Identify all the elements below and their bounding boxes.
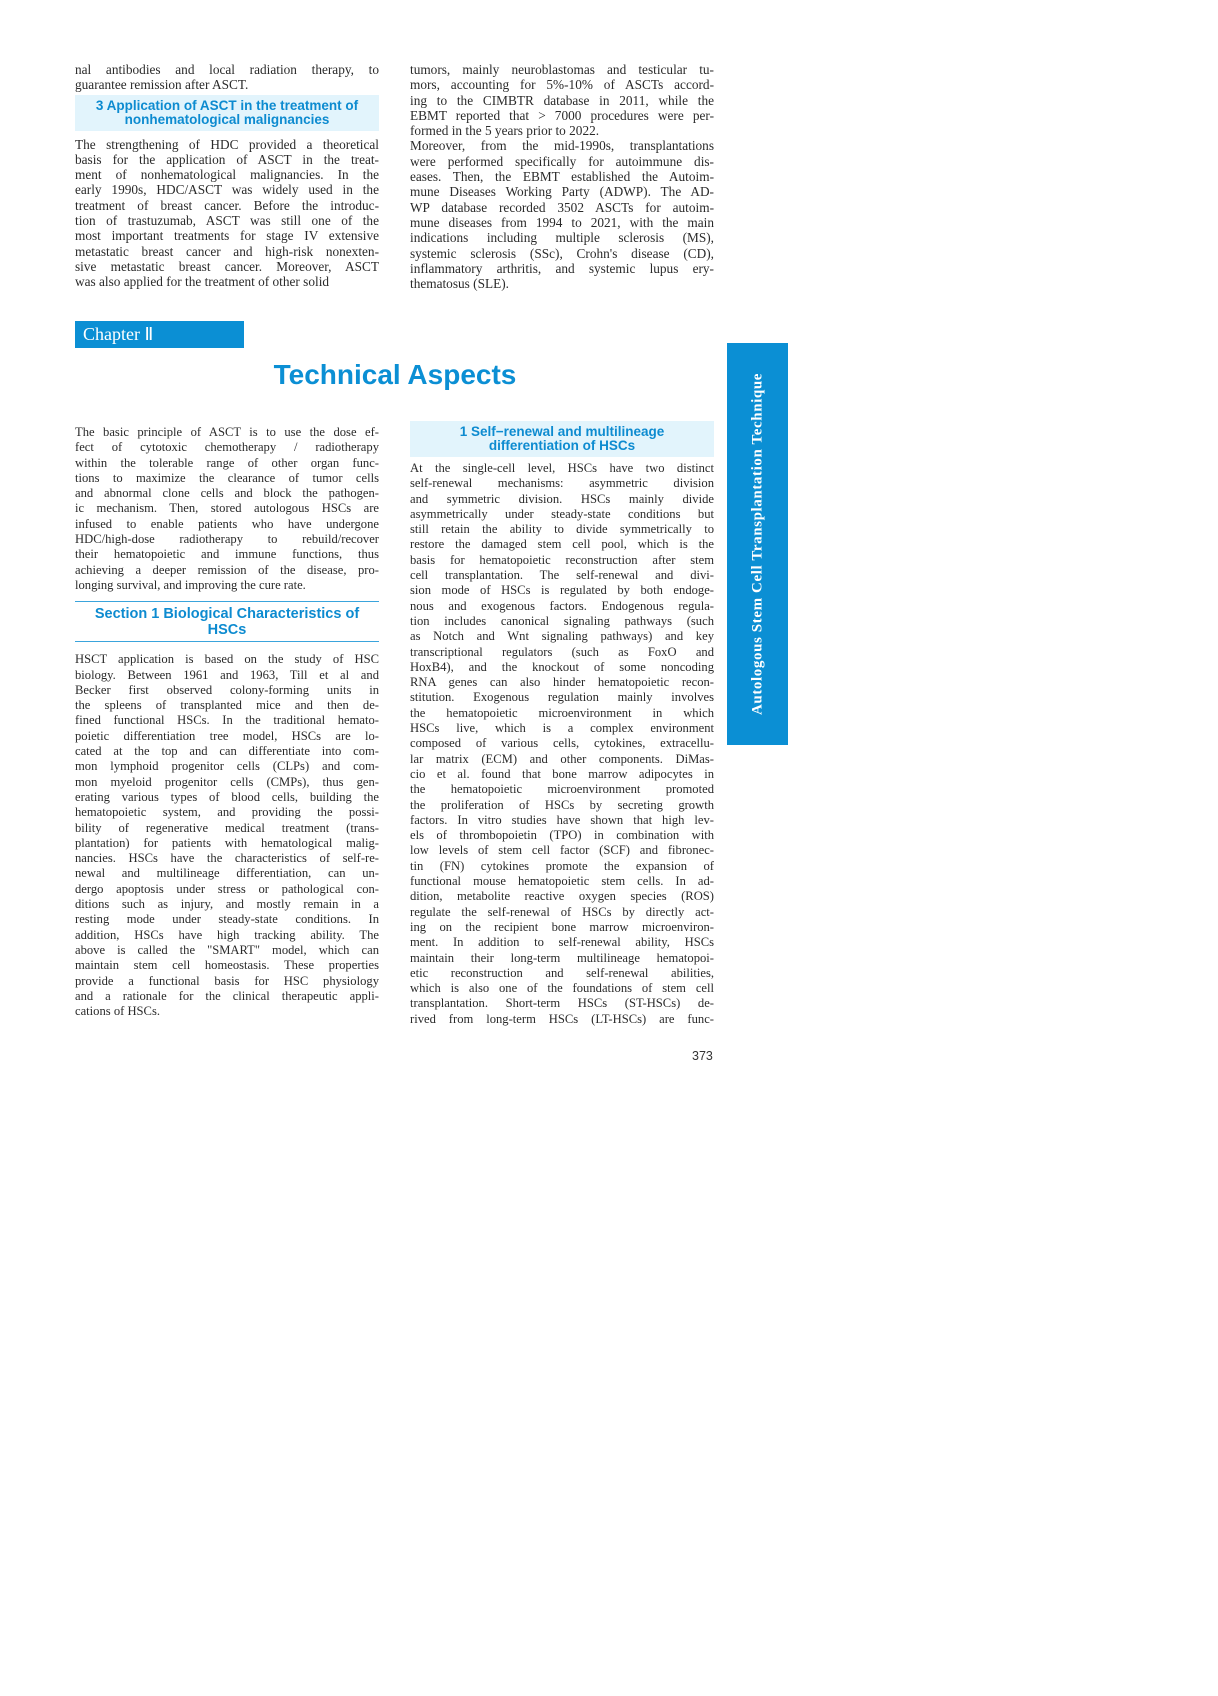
paragraph [410,461,714,1027]
text-line: basis for hematopoietic reconstruction after stem [410,552,714,567]
text-line: els of thrombopoietin (TPO) in combination with [410,828,714,843]
text-line: the hematopoietic microenvironment in which [410,705,714,720]
text-line: ditions such as injury, and mostly remain in a [75,897,379,912]
text-line: erating various types of blood cells, building the [75,789,379,804]
text-line: asymmetrically under steady-state conditions but [410,506,714,521]
paragraph [75,652,379,1019]
text-line: etic reconstruction and self-renewal abilities, [410,965,714,980]
text-line: longing survival, and improving the cure rate. [75,577,306,592]
paragraph [410,62,714,138]
text-line: eases. Then, the EBMT established the Autoim- [410,169,714,185]
text-line: ic mechanism. Then, stored autologous HSCs are [75,501,379,516]
text-line: thematosus (SLE). [410,276,509,292]
text-line: ing to the CIMBTR database in 2011, while the [410,92,714,108]
text-line: mune Diseases Working Party (ADWP). The AD- [410,184,714,200]
text-line: cio et al. found that bone marrow adipocytes in [410,766,714,781]
text-line: nal antibodies and local radiation therapy, to [75,62,379,77]
text-line: the hematopoietic microenvironment promoted [410,782,714,797]
text-line: treatment of breast cancer. Before the introduc- [75,197,379,213]
paragraph [75,62,379,93]
text-line: functional mouse hematopoietic stem cells. In ad- [410,874,714,889]
text-line: provide a functional basis for HSC physiology [75,973,379,988]
text-line: HoxB4), and the knockout of some noncoding [410,659,714,674]
heading-line: HSCs [207,622,247,639]
text-line: The strengthening of HDC provided a theoretical [75,136,379,152]
text-line: early 1990s, HDC/ASCT was widely used in the [75,182,379,198]
text-line: The basic principle of ASCT is to use the dose ef- [75,425,379,439]
section-heading [75,601,379,642]
subheading-self-renewal [410,421,714,457]
paragraph [410,138,714,291]
text-line: most important treatments for stage IV extensive [75,228,379,244]
text-line: HSCs live, which is a complex environment [410,721,714,736]
text-line: the proliferation of HSCs by secreting growth [410,797,714,812]
text-line: guarantee remission after ASCT. [75,77,249,93]
text-line: self-renewal mechanisms: asymmetric division [410,476,714,491]
text-line: sion mode of HSCs is regulated by both endoge- [410,583,714,598]
top-right-column [410,62,714,291]
text-line: low levels of stem cell factor (SCF) and fibronec- [410,843,714,858]
text-line: ment. In addition to self-renewal ability, HSCs [410,935,714,950]
text-line: rived from long-term HSCs (LT-HSCs) are func- [410,1011,714,1026]
text-line: EBMT reported that > 7000 procedures were per- [410,107,714,123]
text-line: and abnormal clone cells and block the pathogen- [75,486,379,501]
text-line: regulate the self-renewal of HSCs by directly act- [410,904,714,919]
text-line: tumors, mainly neuroblastomas and testicular tu- [410,62,714,77]
text-line: HSCT application is based on the study of HSC [75,652,379,667]
top-left-column [75,62,379,290]
text-line: maintain their long-term multilineage hematopoi- [410,950,714,965]
side-tab-text: Autologous Stem Cell Transplantation Technique [749,372,765,716]
text-line: restore the damaged stem cell pool, which is the [410,537,714,552]
text-line: tion includes canonical signaling pathways (such [410,613,714,628]
text-line: as Notch and Wnt signaling pathways) and key [410,629,714,644]
text-line: tion of trastuzumab, ASCT was still one of the [75,213,379,229]
text-line: At the single-cell level, HSCs have two distinct [410,461,714,475]
text-line: maintain stem cell homeostasis. These properties [75,958,379,973]
heading-line: Section 1 Biological Characteristics of [94,606,360,623]
heading-line: 3 Application of ASCT in the treatment of [95,97,359,113]
text-line: composed of various cells, cytokines, extracellu- [410,736,714,751]
text-line: dition, metabolite reactive oxygen species (ROS) [410,889,714,904]
heading-line: differentiation of HSCs [488,438,636,453]
text-line: their hematopoietic and immune functions, thus [75,547,379,562]
text-line: and symmetric division. HSCs mainly divide [410,491,714,506]
heading-line: 1 Self−renewal and multilineage [459,424,665,439]
text-line: the spleens of transplanted mice and then de- [75,698,379,713]
text-line: RNA genes can also hinder hematopoietic recon- [410,675,714,690]
text-line: within the tolerable range of other organ func- [75,455,379,470]
text-line: ing on the recipient bone marrow microenviron- [410,919,714,934]
chapter-label: Chapter Ⅱ [75,321,244,348]
text-line: was also applied for the treatment of other solid [75,274,330,290]
text-line: which is also one of the foundations of stem cell [410,981,714,996]
chapter-title: Technical Aspects [273,359,517,390]
text-line: tions to maximize the clearance of tumor cells [75,470,379,485]
text-line: achieving a deeper remission of the disease, pro- [75,562,379,577]
text-line: inflammatory arthritis, and systemic lupus ery- [410,260,714,276]
paragraph [75,425,379,593]
text-line: addition, HSCs have high tracking ability. The [75,927,379,942]
text-line: newal and multilineage differentiation, can un- [75,866,379,881]
text-line: formed in the 5 years prior to 2022. [410,123,600,139]
text-line: ment of nonhematological malignancies. In the [75,167,379,183]
text-line: Moreover, from the mid-1990s, transplantations [410,138,714,154]
text-line: mors, accounting for 5%-10% of ASCTs accord- [410,77,714,93]
text-line: hematopoietic system, and providing the possi- [75,805,379,820]
side-tab [727,343,788,745]
subheading-application-of-asct [75,95,379,131]
text-line: fined functional HSCs. In the traditional hemato- [75,713,379,728]
text-line: resting mode under steady-state conditions. In [75,912,379,927]
text-line: nancies. HSCs have the characteristics of self-re- [75,851,379,866]
text-line: mon myeloid progenitor cells (CMPs), thus gen- [75,774,379,789]
text-line: mune diseases from 1994 to 2021, with the main [410,214,714,230]
text-line: fect of cytotoxic chemotherapy / radiotherapy [75,440,379,455]
heading-line: nonhematological malignancies [124,111,330,127]
bottom-right-column [410,421,714,1027]
bottom-left-column [75,425,379,1019]
text-line: dergo apoptosis under stress or pathological con- [75,881,379,896]
text-line: nous and exogenous factors. Endogenous regula- [410,598,714,613]
text-line: cations of HSCs. [75,1004,161,1019]
text-line: basis for the application of ASCT in the treat- [75,151,379,167]
text-line: stitution. Exogenous regulation mainly involves [410,690,714,705]
text-line: transcriptional regulators (such as FoxO and [410,644,714,659]
paragraph [75,137,379,290]
text-line: cell transplantation. The self-renewal and divi- [410,568,714,583]
text-line: HDC/high-dose radiotherapy to rebuild/recover [75,532,379,547]
text-line: Becker first observed colony-forming units in [75,682,379,697]
text-line: lar matrix (ECM) and other components. DiMas- [410,751,714,766]
text-line: mon lymphoid progenitor cells (CLPs) and com- [75,759,379,774]
text-line: biology. Between 1961 and 1963, Till et al and [75,667,379,682]
text-line: metastatic breast cancer and high-risk nonexten- [75,243,379,259]
text-line: transplantation. Short-term HSCs (ST-HSCs) de- [410,996,714,1011]
text-line: still retain the ability to divide symmetrically to [410,522,714,537]
page-number: 373 [692,1049,713,1063]
text-line: above is called the "SMART" model, which can [75,942,379,957]
text-line: WP database recorded 3502 ASCTs for autoim- [410,199,714,215]
text-line: and a rationale for the clinical therapeutic appli- [75,988,379,1003]
text-line: tin (FN) cytokines promote the expansion of [410,858,714,873]
text-line: systemic sclerosis (SSc), Crohn's disease (CD), [410,245,714,261]
text-line: cated at the top and can differentiate into com- [75,744,379,759]
text-line: infused to enable patients who have undergone [75,516,379,531]
text-line: sive metastatic breast cancer. Moreover, ASCT [75,258,379,274]
text-line: indications including multiple sclerosis (MS), [410,230,714,246]
text-line: factors. In vitro studies have shown that high lev- [410,812,714,827]
text-line: poietic differentiation tree model, HSCs are lo- [75,728,379,743]
text-line: plantation) for patients with hematological malig- [75,835,379,850]
text-line: were performed specifically for autoimmune dis- [410,153,714,169]
text-line: bility of regenerative medical treatment (trans- [75,820,379,835]
